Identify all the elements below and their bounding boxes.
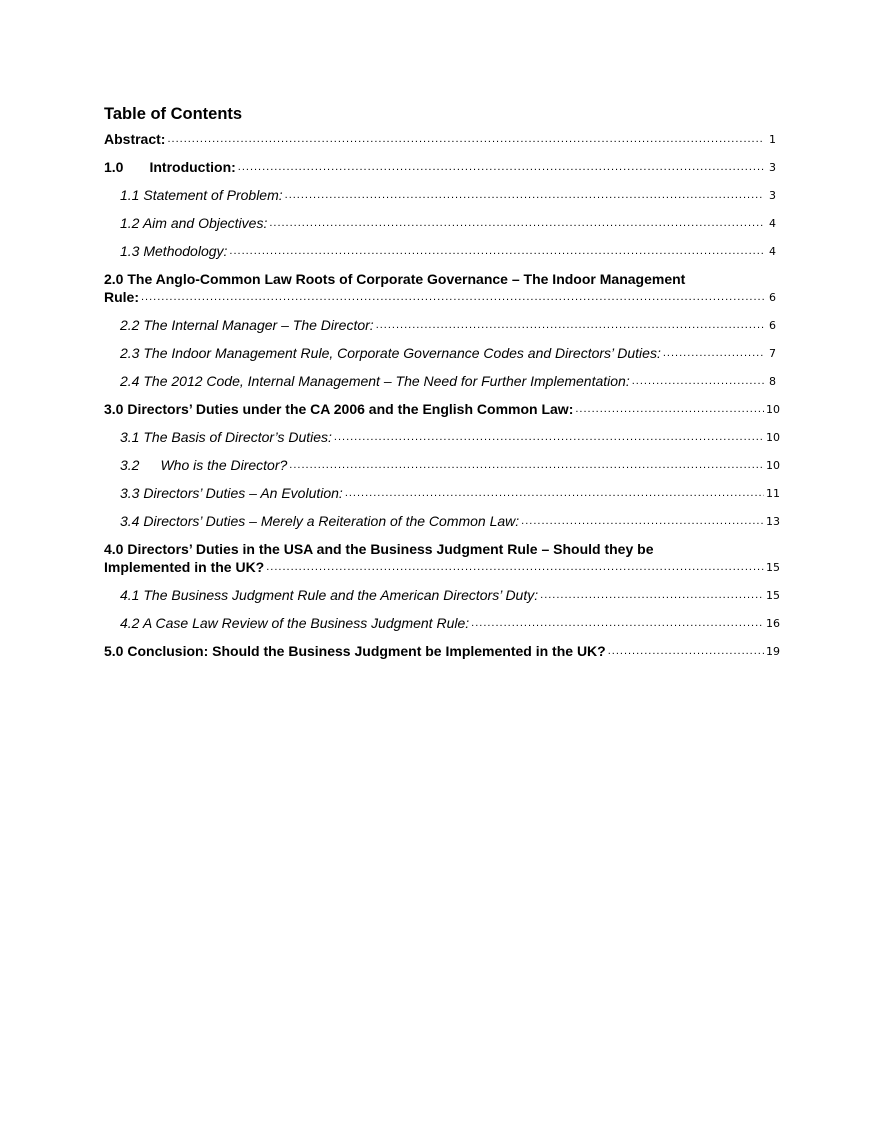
dot-leader — [266, 562, 764, 573]
toc-entry-text: Abstract: — [104, 131, 166, 147]
toc-entry-methodology[interactable] — [104, 242, 776, 260]
dot-leader — [663, 348, 764, 359]
toc-entry-anglo-common-law[interactable] — [104, 270, 776, 306]
toc-entry-case-law-review[interactable] — [104, 614, 780, 632]
dot-leader — [229, 246, 764, 257]
toc-entry-text: 2.4 The 2012 Code, Internal Management – The Need for Further Implementation: — [120, 373, 630, 389]
toc-entry-basis-of-duties[interactable] — [104, 428, 780, 446]
toc-entry-text: Rule: — [104, 289, 139, 305]
toc-page-number: 15 — [766, 561, 780, 574]
toc-page-number: 3 — [769, 161, 776, 174]
toc-entry-text: Introduction: — [149, 159, 236, 175]
toc-entry-usa-business-judgment[interactable] — [104, 540, 780, 576]
toc-page-number: 10 — [766, 431, 780, 444]
toc-page-number: 4 — [769, 245, 776, 258]
dot-leader — [608, 646, 764, 657]
toc-entry-internal-manager[interactable] — [104, 316, 776, 334]
dot-leader — [289, 460, 764, 471]
toc-entry-reiteration[interactable] — [104, 512, 780, 530]
toc-entry-text: 3.4 Directors’ Duties – Merely a Reiteration of the Common Law: — [120, 513, 520, 529]
table-of-contents — [104, 104, 780, 660]
toc-entry-number: 1.0 — [104, 159, 124, 175]
toc-entry-evolution[interactable] — [104, 484, 780, 502]
toc-page-number: 1 — [769, 133, 776, 146]
toc-title: Table of Contents — [104, 105, 243, 123]
dot-leader — [540, 590, 764, 601]
toc-entry-text: 1.3 Methodology: — [120, 243, 228, 259]
dot-leader — [238, 162, 764, 173]
toc-entry-conclusion[interactable] — [104, 642, 780, 660]
toc-entry-text: Who is the Director? — [160, 457, 288, 473]
dot-leader — [269, 218, 764, 229]
toc-entry-text: 4.2 A Case Law Review of the Business Judgment Rule: — [120, 615, 470, 631]
dot-leader — [632, 376, 764, 387]
toc-page-number: 19 — [766, 645, 780, 658]
dot-leader — [167, 134, 764, 145]
toc-page-number: 3 — [769, 189, 776, 202]
toc-entry-text: 3.1 The Basis of Director’s Duties: — [120, 429, 332, 445]
toc-page-number: 11 — [766, 487, 780, 500]
toc-page-number: 7 — [769, 347, 776, 360]
toc-entry-text: 5.0 Conclusion: Should the Business Judgment be Implemented in the UK? — [104, 643, 606, 659]
dot-leader — [345, 488, 764, 499]
dot-leader — [376, 320, 764, 331]
toc-entry-text: 1.2 Aim and Objectives: — [120, 215, 268, 231]
toc-page-number: 4 — [769, 217, 776, 230]
toc-page-number: 15 — [766, 589, 780, 602]
toc-entry-text: 4.1 The Business Judgment Rule and the American Directors’ Duty: — [120, 587, 539, 603]
toc-entry-abstract[interactable] — [104, 130, 776, 148]
toc-entry-text: 3.3 Directors’ Duties – An Evolution: — [120, 485, 343, 501]
toc-entry-number: 3.2 — [120, 457, 140, 473]
toc-entry-text: 3.0 Directors’ Duties under the CA 2006 and the English Common Law: — [104, 401, 574, 417]
toc-entry-who-is-director[interactable] — [104, 456, 780, 474]
dot-leader — [334, 432, 764, 443]
toc-page-number: 8 — [769, 375, 776, 388]
toc-entry-statement-of-problem[interactable] — [104, 186, 776, 204]
toc-entry-aim-and-objectives[interactable] — [104, 214, 776, 232]
toc-entry-bjr-american-duty[interactable] — [104, 586, 780, 604]
toc-page-number: 10 — [766, 459, 780, 472]
dot-leader — [141, 292, 764, 303]
toc-page-number: 10 — [766, 403, 780, 416]
toc-entry-text: 2.3 The Indoor Management Rule, Corporate Governance Codes and Directors’ Duties: — [120, 345, 661, 361]
toc-entry-text: 1.1 Statement of Problem: — [120, 187, 283, 203]
dot-leader — [521, 516, 764, 527]
toc-entry-directors-duties-ca-2006[interactable] — [104, 400, 780, 418]
toc-page-number: 6 — [769, 291, 776, 304]
toc-page-number: 13 — [766, 515, 780, 528]
toc-entry-text-line1: 4.0 Directors’ Duties in the USA and the Business Judgment Rule – Should they be — [104, 541, 654, 557]
toc-entry-text-line1: 2.0 The Anglo-Common Law Roots of Corporate Governance – The Indoor Management — [104, 271, 686, 287]
toc-entry-text: 2.2 The Internal Manager – The Director: — [120, 317, 374, 333]
toc-page-number: 16 — [766, 617, 780, 630]
toc-page-number: 6 — [769, 319, 776, 332]
toc-entry-text: Implemented in the UK? — [104, 559, 265, 575]
toc-entry-indoor-management-rule[interactable] — [104, 344, 776, 362]
toc-entry-2012-code[interactable] — [104, 372, 776, 390]
dot-leader — [471, 618, 764, 629]
dot-leader — [575, 404, 764, 415]
dot-leader — [285, 190, 764, 201]
toc-entry-introduction[interactable] — [104, 158, 776, 176]
